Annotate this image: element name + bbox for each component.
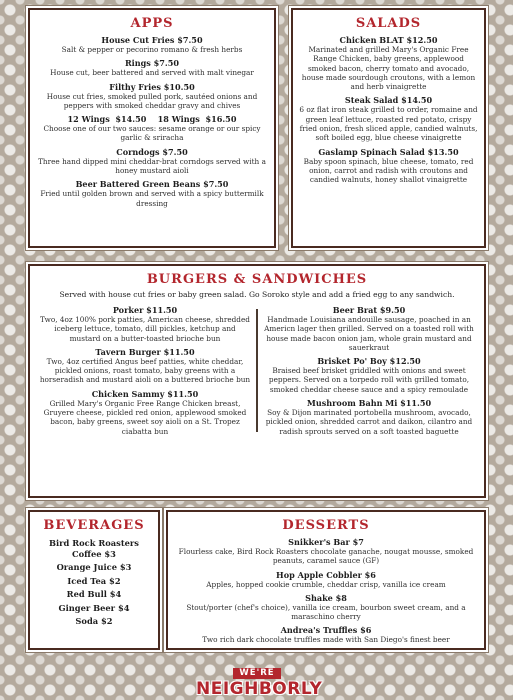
beverages-section xyxy=(28,510,160,650)
item-name: Chicken BLAT $12.50 xyxy=(339,35,438,45)
item-name: Soda $2 xyxy=(75,616,113,626)
item-desc: Baby spoon spinach, blue cheese, tomato, red onion, carrot and radish with croutons and candied walnuts, honey shallot vinaigrette xyxy=(303,156,474,185)
item-name: Andrea's Truffles $6 xyxy=(280,625,372,636)
item-name: Brisket Po' Boy $12.50 xyxy=(317,356,421,367)
desserts-section xyxy=(166,510,486,650)
menu-item xyxy=(38,347,252,385)
menu-item xyxy=(299,95,478,142)
item-name: Gaslamp Spinach Salad $13.50 xyxy=(318,146,459,157)
item-desc: Marinated and grilled Mary's Organic Free Range Chicken, baby greens, applewood smoked bacon, cherry tomato and avocado, house made sourdough croutons, with a lemon and herb vinaigrette xyxy=(301,45,476,92)
item-desc: Flourless cake, Bird Rock Roasters chocolate ganache, nougat mousse, smoked peanuts, caramel sauce (GF) xyxy=(178,547,474,566)
apps-section xyxy=(28,8,276,248)
item-name: Red Bull $4 xyxy=(66,589,122,599)
item-desc: Grilled Mary's Organic Free Range Chicken breast, Gruyere cheese, pickled red onion, applewood smoked bacon, baby greens, sweet soy aioli on a St. Tropez ciabatta bun xyxy=(43,398,247,436)
menu-item xyxy=(38,389,252,436)
menu-item xyxy=(174,537,478,566)
menu-item xyxy=(36,179,268,208)
item-name: Chicken Sammy $11.50 xyxy=(91,388,199,399)
item-name: Mushroom Bahn Mi $11.50 xyxy=(306,398,432,409)
item-name: Corndogs $7.50 xyxy=(116,146,188,157)
menu-item xyxy=(36,147,268,176)
item-desc: Handmade Louisiana andouille sausage, poached in an Americn lager then grilled. Served on a toasted roll with house made bacon onion jam, whole grain mustard and sauerkraut xyxy=(264,315,474,352)
item-desc: Braised beef brisket griddled with onions and sweet peppers. Served on a torpedo roll with grilled tomato, smoked cheddar cheese sauce and a spicy remoulade xyxy=(268,366,470,394)
menu-item xyxy=(299,147,478,185)
menu-item xyxy=(174,625,478,644)
item-name: Snikker's Bar $7 xyxy=(288,537,364,547)
item-desc: Two, 4oz certified Angus beef patties, white cheddar, pickled onions, roast tomato, baby greens with a horseradish and mustard aioli on a buttered brioche bun xyxy=(39,356,251,385)
menu-item xyxy=(36,576,152,587)
menu-item xyxy=(36,589,152,600)
burgers-right-column xyxy=(262,301,476,436)
item-desc: 6 oz flat iron steak grilled to order, romaine and green leaf lettuce, roasted red potato, crispy fried onion, fresh sliced apple, candied walnuts, soft boiled egg, blue cheese vinaigrette xyxy=(299,105,478,143)
menu-item xyxy=(36,114,268,143)
item-desc: Two, 4oz 100% pork patties, American cheese, shredded iceberg lettuce, tomato, dill pickles, ketchup and mustard on a butter-toasted brioche bun xyxy=(40,315,250,343)
desserts-title: DESSERTS xyxy=(282,518,370,533)
item-name: Orange Juice $3 xyxy=(56,562,132,572)
menu-item xyxy=(36,82,268,111)
item-desc: Three hand dipped mini cheddar-brat corndogs served with a honey mustard aioli xyxy=(38,156,266,176)
logo-top-text: WE'RE xyxy=(233,668,280,679)
salads-section xyxy=(291,8,486,248)
item-name: Ginger Beer $4 xyxy=(58,602,130,613)
menu-item xyxy=(174,593,478,622)
item-desc: Two rich dark chocolate truffles made with San Diego's finest beer xyxy=(202,635,450,645)
item-desc: Choose one of our two sauces: sesame orange or our spicy garlic & sriracha xyxy=(43,124,261,143)
burgers-title: BURGERS & SANDWICHES xyxy=(146,272,368,287)
item-desc: Apples, hopped cookie crumble, cheddar crisp, vanilla ice cream xyxy=(206,579,446,589)
menu-item xyxy=(36,35,268,54)
column-divider xyxy=(256,309,258,432)
item-desc: Soy & Dijon marinated portobella mushroom, avocado, pickled onion, shredded carrot and daikon, cilantro and radish sprouts served on a soft toasted baguette xyxy=(265,408,473,436)
menu-item xyxy=(36,616,152,627)
item-desc: Salt & pepper or pecorino romano & fresh herbs xyxy=(61,45,243,54)
menu-item xyxy=(36,562,152,573)
burgers-section xyxy=(28,264,486,498)
menu-item xyxy=(174,570,478,589)
burgers-columns xyxy=(38,301,476,436)
item-name: Steak Salad $14.50 xyxy=(344,95,433,106)
item-name: 12 Wings $14.50 18 Wings $16.50 xyxy=(67,114,237,125)
item-name: Porker $11.50 xyxy=(112,305,178,315)
item-name: Hop Apple Cobbler $6 xyxy=(276,569,376,580)
item-desc: House cut, beer battered and served with malt vinegar xyxy=(50,68,254,78)
menu-item xyxy=(262,356,476,394)
menu-item xyxy=(36,538,152,559)
menu-item xyxy=(299,35,478,91)
item-name: Iced Tea $2 xyxy=(67,575,121,586)
item-name: Filthy Fries $10.50 xyxy=(109,81,195,92)
logo-main-text: NEIGHBORLY xyxy=(196,679,323,699)
menu-item xyxy=(38,305,252,343)
item-name: Bird Rock Roasters Coffee $3 xyxy=(49,538,139,559)
apps-title: APPS xyxy=(130,16,174,31)
burgers-left-column xyxy=(38,301,252,436)
item-desc: Stout/porter (chef's choice), vanilla ice cream, bourbon sweet cream, and a maraschino cherry xyxy=(186,602,466,622)
item-name: House Cut Fries $7.50 xyxy=(101,35,203,45)
item-name: Shake $8 xyxy=(305,592,347,603)
menu-item xyxy=(36,58,268,77)
beverages-title: BEVERAGES xyxy=(43,518,145,533)
item-desc: Fried until golden brown and served with a spicy buttermilk dressing xyxy=(40,189,264,208)
menu-item xyxy=(262,305,476,352)
item-name: Beer Brat $9.50 xyxy=(332,305,406,315)
burgers-subtitle: Served with house cut fries or baby green salad. Go Soroko style and add a fried egg to any sandwich. xyxy=(59,290,455,299)
item-name: Rings $7.50 xyxy=(124,58,180,69)
salads-title: SALADS xyxy=(355,16,422,31)
menu-item xyxy=(36,603,152,614)
menu-item xyxy=(262,398,476,436)
item-name: Beer Battered Green Beans $7.50 xyxy=(75,179,229,190)
neighborly-logo xyxy=(196,660,323,699)
item-desc: House cut fries, smoked pulled pork, sautéed onions and peppers with smoked cheddar gravy and chives xyxy=(46,91,258,110)
item-name: Tavern Burger $11.50 xyxy=(95,346,195,357)
